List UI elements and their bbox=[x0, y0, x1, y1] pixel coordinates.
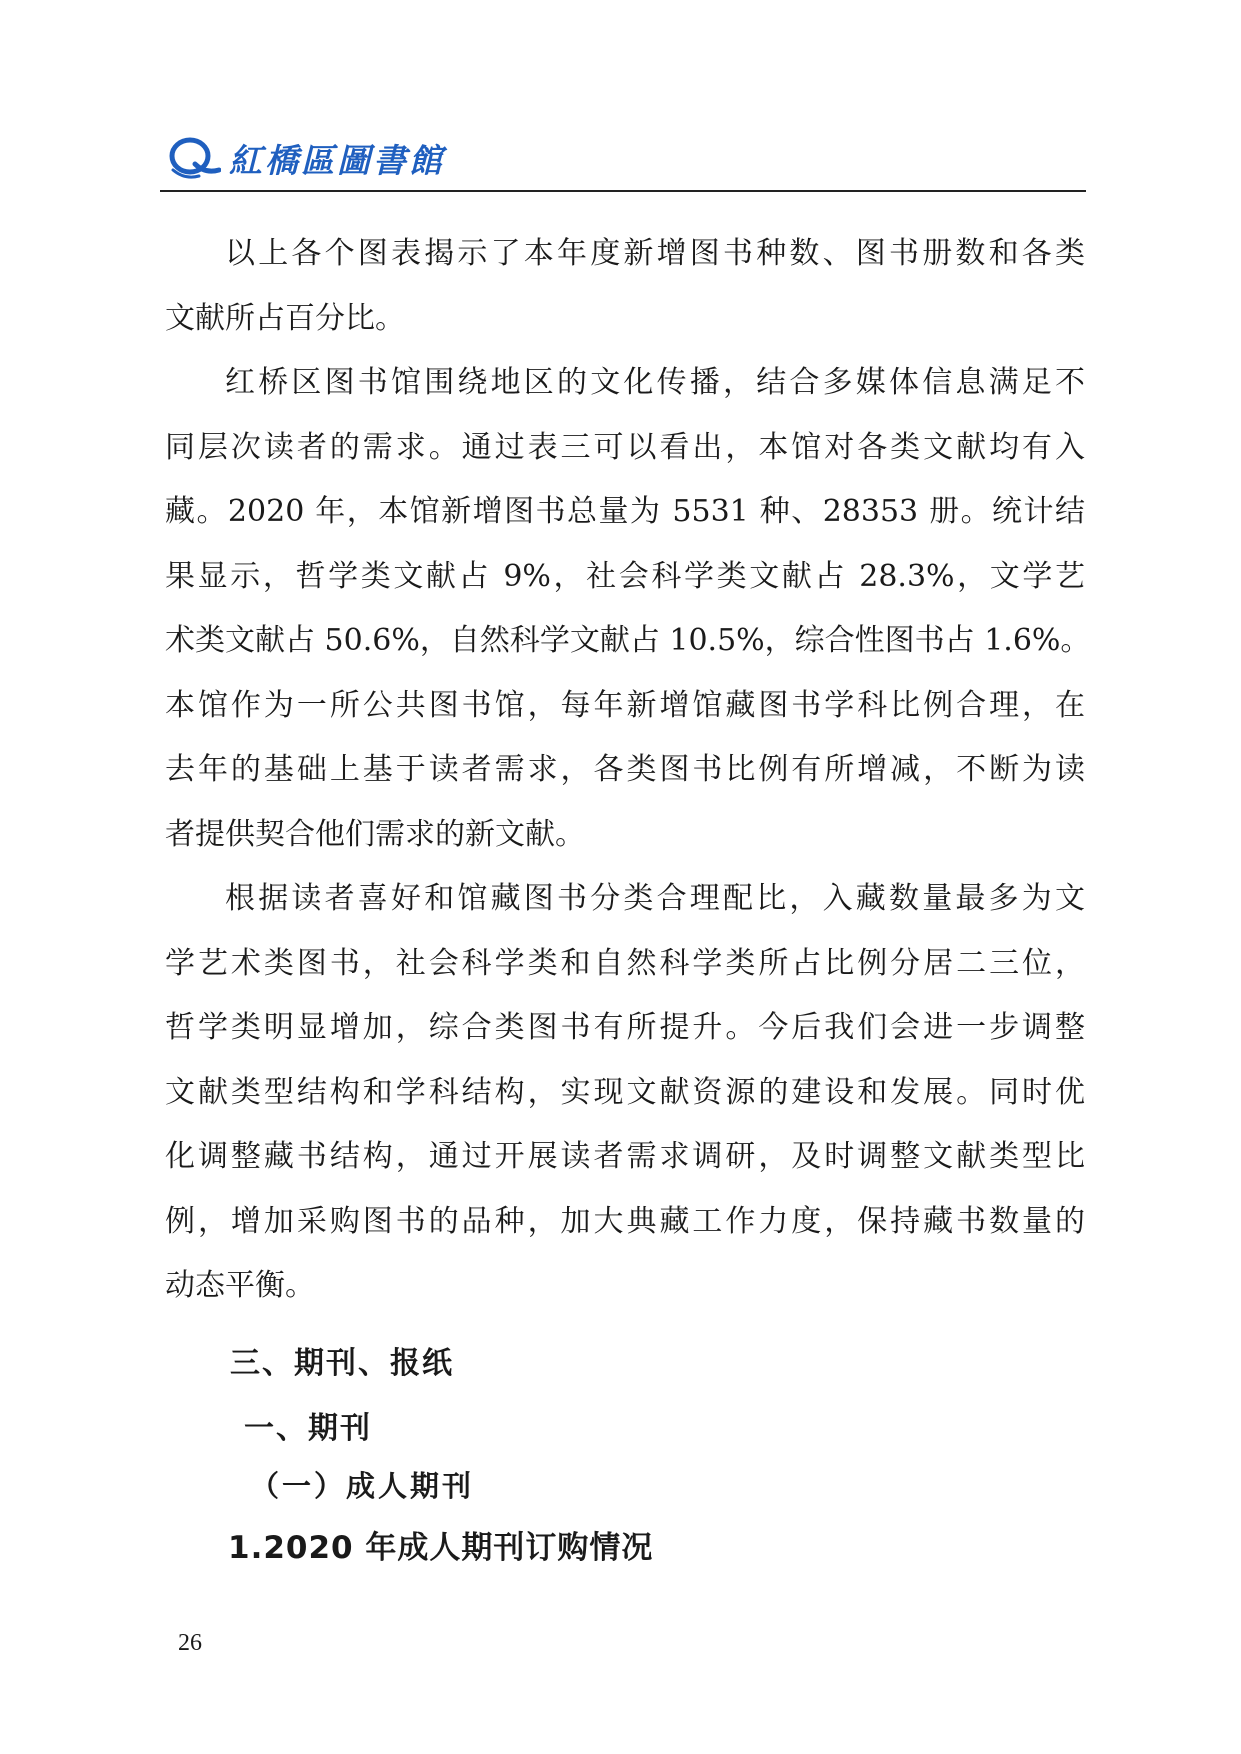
text-line: 者提供契合他们需求的新文献。 bbox=[165, 816, 585, 852]
sub-subsection-heading: （一）成人期刊 bbox=[250, 1469, 475, 1503]
text-line: 红桥区图书馆围绕地区的文化传播，结合多媒体信息满足不 bbox=[225, 365, 1085, 400]
text-line: 学艺术类图书，社会科学类和自然科学类所占比例分居二三位， bbox=[165, 945, 1085, 981]
paragraph-1 bbox=[165, 222, 1085, 351]
body-text bbox=[165, 222, 1091, 1319]
text-line: 文献类型结构和学科结构，实现文献资源的建设和发展。同时优 bbox=[165, 1074, 1085, 1110]
text-line: 文献所占百分比。 bbox=[165, 300, 405, 336]
library-logo-text: 紅橋區圖書館 bbox=[229, 140, 445, 180]
text-line: 例，增加采购图书的品种，加大典藏工作力度，保持藏书数量的 bbox=[165, 1203, 1085, 1239]
text-line: 术类文献占 50.6%，自然科学文献占 10.5%，综合性图书占 1.6%。 bbox=[165, 623, 1091, 658]
text-line: 同层次读者的需求。通过表三可以看出，本馆对各类文献均有入 bbox=[165, 429, 1085, 465]
page-number: 26 bbox=[178, 1630, 202, 1656]
item-heading: 1.2020 年成人期刊订购情况 bbox=[228, 1530, 654, 1566]
paragraph-3 bbox=[165, 867, 1085, 1319]
page-header bbox=[165, 126, 1085, 190]
subsection-heading: 一、期刊 bbox=[244, 1411, 372, 1446]
text-line: 动态平衡。 bbox=[165, 1268, 315, 1303]
text-line: 去年的基础上基于读者需求，各类图书比例有所增减，不断为读 bbox=[165, 752, 1085, 787]
text-line: 根据读者喜好和馆藏图书分类合理配比，入藏数量最多为文 bbox=[225, 881, 1085, 916]
text-line: 化调整藏书结构，通过开展读者需求调研，及时调整文献类型比 bbox=[165, 1139, 1085, 1174]
text-line: 哲学类明显增加，综合类图书有所提升。今后我们会进一步调整 bbox=[165, 1010, 1085, 1045]
paragraph-2 bbox=[165, 351, 1091, 867]
library-logo-icon bbox=[165, 130, 221, 186]
text-line: 藏。2020 年，本馆新增图书总量为 5531 种、28353 册。统计结 bbox=[165, 494, 1085, 529]
text-line: 果显示，哲学类文献占 9%，社会科学类文献占 28.3%，文学艺 bbox=[165, 558, 1085, 594]
text-line: 以上各个图表揭示了本年度新增图书种数、图书册数和各类 bbox=[225, 236, 1085, 271]
text-line: 本馆作为一所公共图书馆，每年新增馆藏图书学科比例合理，在 bbox=[165, 687, 1085, 723]
header-rule bbox=[160, 190, 1086, 192]
section-heading: 三、期刊、报纸 bbox=[230, 1346, 454, 1381]
